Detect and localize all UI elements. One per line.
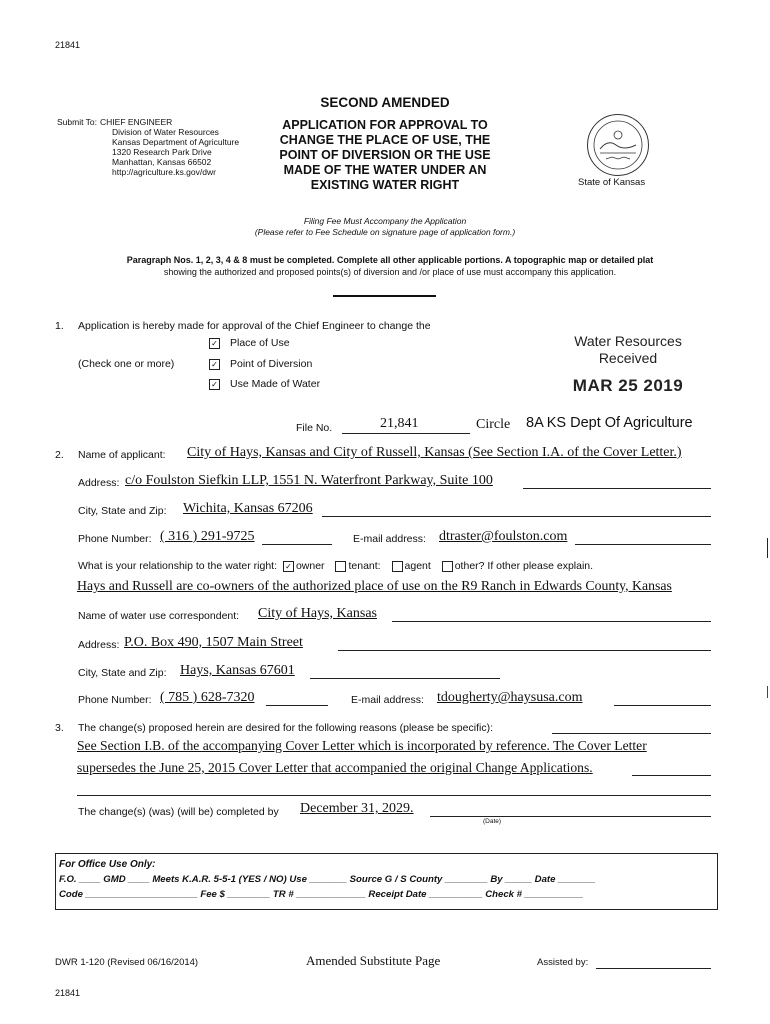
submit-to-block: [57, 117, 239, 177]
section-2-number: 2.: [55, 449, 64, 461]
option-place-of-use[interactable]: [209, 337, 290, 349]
form-title: [255, 118, 515, 193]
relationship-explanation[interactable]: Hays and Russell are co-owners of the authorized place of use on the R9 Ranch in Edwards County, Kansas: [77, 578, 672, 593]
email-label: E-mail address:: [353, 533, 426, 545]
circle-agency: [526, 415, 693, 431]
corr-email-field[interactable]: tdougherty@haysusa.com: [437, 690, 583, 705]
assisted-label: Assisted by:: [537, 957, 589, 968]
section-3-number: 3.: [55, 722, 64, 734]
checkbox-point-of-diversion[interactable]: ✓: [209, 359, 220, 370]
title-line: APPLICATION FOR APPROVAL TO: [282, 118, 488, 132]
date-caption: (Date): [483, 818, 502, 825]
office-row-1: F.O. ____ GMD ____ Meets K.A.R. 5-5-1 (YES / NO) Use _______ Source G / S County ________ By _____ Date _______: [59, 874, 596, 885]
submit-line: http://agriculture.ks.gov/dwr: [112, 167, 216, 177]
reason-line-2[interactable]: supersedes the June 25, 2015 Cover Letter that accompanied the original Change Applications.: [77, 760, 593, 775]
submit-line: 1320 Research Park Drive: [112, 147, 212, 157]
instruction-line: showing the authorized and proposed points(s) of diversion and /or place of use must accompany this application.: [163, 267, 617, 277]
address-label: Address:: [78, 477, 120, 489]
kansas-seal-icon: [587, 114, 649, 176]
stamp-line: Received: [598, 350, 658, 366]
checkbox-place-of-use[interactable]: ✓: [209, 338, 220, 349]
file-no-value: 21,841: [380, 416, 419, 431]
fee-line: (Please refer to Fee Schedule on signature page of application form.): [254, 227, 516, 237]
amended-heading: SECOND AMENDED: [320, 95, 450, 110]
tenant-label: tenant:: [348, 560, 381, 572]
correspondent-field[interactable]: City of Hays, Kansas: [258, 606, 377, 621]
option-point-of-diversion[interactable]: [209, 358, 312, 370]
option-label: Use Made of Water: [230, 378, 321, 390]
title-line: EXISTING WATER RIGHT: [310, 178, 460, 192]
instruction-line: Paragraph Nos. 1, 2, 3, 4 & 8 must be completed. Complete all other applicable portions. A topographic map or detailed plat: [126, 255, 654, 265]
checkbox-use-made-of-water[interactable]: ✓: [209, 379, 220, 390]
office-row-2: Code _____________________ Fee $ ________ TR # _____________ Receipt Date __________ Check # ___________: [59, 889, 584, 900]
applicant-name-label: Name of applicant:: [78, 449, 166, 461]
relationship-label: What is your relationship to the water right:: [78, 560, 278, 572]
scan-mark: [767, 686, 768, 698]
completed-date-field[interactable]: December 31, 2029.: [300, 801, 414, 816]
city-field[interactable]: Wichita, Kansas 67206: [183, 501, 313, 516]
email-field[interactable]: dtraster@foulston.com: [439, 529, 568, 544]
form-number-bottom: 21841: [55, 988, 81, 998]
option-use-made-of-water[interactable]: [209, 378, 320, 390]
submit-line: Kansas Department of Agriculture: [112, 137, 240, 147]
phone-field[interactable]: ( 316 ) 291-9725: [160, 529, 255, 544]
received-stamp: [548, 333, 708, 394]
corr-phone-label: Phone Number:: [78, 694, 152, 706]
form-number-top: 21841: [55, 40, 81, 50]
state-label: State of Kansas: [578, 177, 646, 188]
file-no-label: File No.: [296, 422, 333, 434]
submit-line: Division of Water Resources: [112, 127, 219, 137]
title-line: POINT OF DIVERSION OR THE USE: [279, 148, 491, 162]
section-1-number: 1.: [55, 320, 64, 332]
instructions: [60, 254, 720, 278]
fee-note: [150, 216, 620, 238]
option-label: Place of Use: [230, 337, 290, 349]
checkbox-tenant[interactable]: [335, 561, 346, 572]
title-line: CHANGE THE PLACE OF USE, THE: [279, 133, 491, 147]
checkbox-owner[interactable]: ✓: [283, 561, 294, 572]
checkbox-agent[interactable]: [392, 561, 403, 572]
corr-email-label: E-mail address:: [351, 694, 424, 706]
option-label: Point of Diversion: [230, 358, 313, 370]
title-line: MADE OF THE WATER UNDER AN: [283, 163, 487, 177]
section-1-text: Application is hereby made for approval of the Chief Engineer to change the: [78, 320, 431, 332]
relationship-row: [78, 560, 593, 572]
agent-label: agent: [404, 560, 431, 572]
owner-label: owner: [295, 560, 325, 572]
page-note: Amended Substitute Page: [306, 953, 441, 968]
fee-line: Filing Fee Must Accompany the Application: [303, 216, 467, 226]
check-note: (Check one or more): [78, 358, 175, 370]
form-id: DWR 1-120 (Revised 06/16/2014): [55, 957, 199, 968]
section-3-text: The change(s) proposed herein are desired for the following reasons (please be specific):: [78, 722, 493, 734]
other-label: other? If other please explain.: [454, 560, 594, 572]
circle-label: Circle: [476, 417, 511, 432]
office-title: For Office Use Only:: [59, 859, 156, 870]
corr-phone-field[interactable]: ( 785 ) 628-7320: [160, 690, 255, 705]
stamp-date: MAR 25 2019: [572, 376, 684, 395]
circle-value: 8A: [526, 415, 544, 431]
scan-mark: [767, 538, 768, 558]
corr-address-label: Address:: [78, 639, 120, 651]
applicant-name-field[interactable]: City of Hays, Kansas and City of Russell, Kansas (See Section I.A. of the Cover Letter.): [187, 445, 682, 460]
reason-line-1[interactable]: See Section I.B. of the accompanying Cover Letter which is incorporated by reference. The Cover Letter: [77, 738, 647, 753]
office-use-box: [55, 853, 718, 910]
submit-to-label: Submit To:: [57, 117, 98, 127]
corr-address-field[interactable]: P.O. Box 490, 1507 Main Street: [124, 635, 303, 650]
address-field[interactable]: c/o Foulston Siefkin LLP, 1551 N. Waterfront Parkway, Suite 100: [125, 473, 493, 488]
stamp-agency: KS Dept Of Agriculture: [546, 415, 693, 431]
corr-city-field[interactable]: Hays, Kansas 67601: [180, 663, 295, 678]
completed-label: The change(s) (was) (will be) completed by: [78, 806, 279, 818]
city-label: City, State and Zip:: [78, 505, 167, 517]
divider: [333, 295, 436, 297]
checkbox-other[interactable]: [442, 561, 453, 572]
submit-line: Manhattan, Kansas 66502: [112, 157, 212, 167]
correspondent-label: Name of water use correspondent:: [78, 610, 240, 622]
submit-line: CHIEF ENGINEER: [100, 117, 173, 127]
stamp-line: Water Resources: [574, 333, 682, 349]
phone-label: Phone Number:: [78, 533, 152, 545]
corr-city-label: City, State and Zip:: [78, 667, 167, 679]
